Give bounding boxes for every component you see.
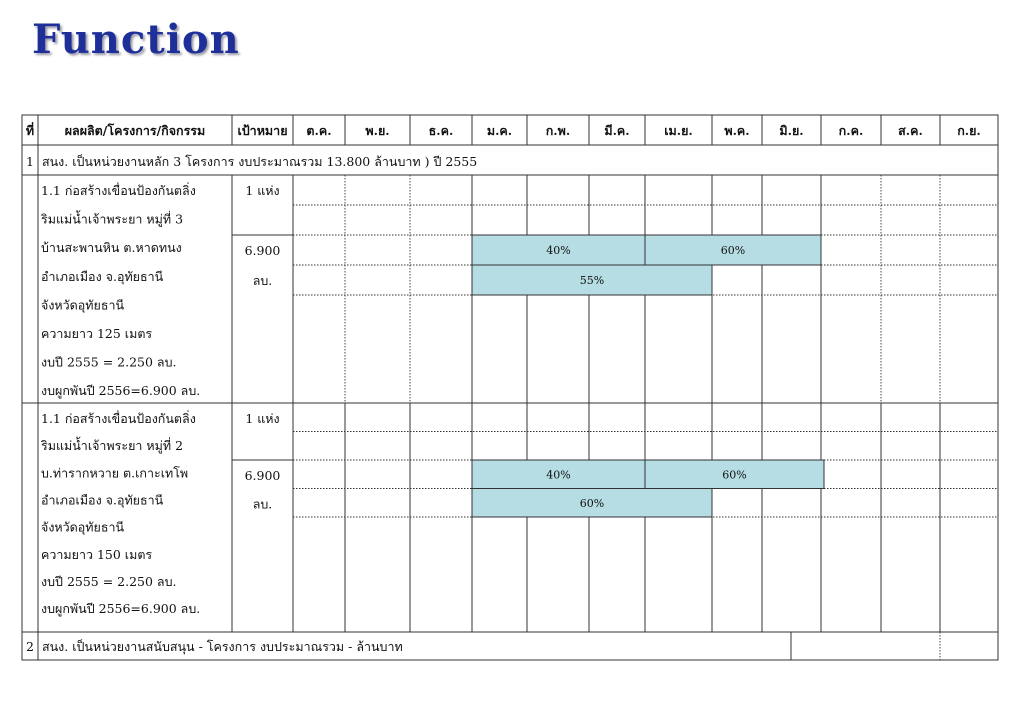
project-line: งบผูกพันปี 2556=6.900 ลบ. [41,601,201,617]
column-header: ที่ [25,123,35,138]
column-header: ม.ค. [486,123,513,138]
project-line: บ.ท่ารากหวาย ต.เกาะเทโพ [41,465,189,481]
bar-percent-label: 40% [546,468,571,482]
project-line: 1.1 ก่อสร้างเขื่อนป้องกันตลิ่ง [41,183,196,198]
column-header: ส.ค. [898,123,923,138]
section-title: สนง. เป็นหน่วยงานหลัก 3 โครงการ งบประมาณรวม 13.800 ล้านบาท ) ปี 2555 [42,154,478,169]
target-quantity: 1 แห่ง [245,411,280,426]
section-title: สนง. เป็นหน่วยงานสนับสนุน - โครงการ งบประมาณรวม - ล้านบาท [42,639,403,654]
project-line: ริมแม่น้ำเจ้าพระยา หมู่ที่ 2 [41,438,184,454]
bar-percent-label: 60% [722,468,747,482]
column-header: ต.ค. [306,123,332,138]
project-line: อำเภอเมือง จ.อุทัยธานี [41,492,164,508]
target-unit: ลบ. [252,496,273,512]
project-line: ความยาว 150 เมตร [41,546,153,562]
section-number: 2 [26,639,34,654]
column-header: มี.ค. [604,123,630,138]
project-line: จังหวัดอุทัยธานี [41,297,125,313]
page-title: Function [32,16,240,63]
column-header: เป้าหมาย [237,123,288,138]
project-line: งบผูกพันปี 2556=6.900 ลบ. [41,383,201,399]
bar-percent-label: 60% [579,496,605,510]
column-header: ก.พ. [545,123,571,138]
bar-percent-label: 55% [579,274,605,287]
target-budget: 6.900 [244,243,281,258]
bar-percent-label: 40% [546,244,571,257]
project-line: จังหวัดอุทัยธานี [41,519,125,535]
project-line: บ้านสะพานหิน ต.หาดทนง [41,240,182,256]
project-line: อำเภอเมือง จ.อุทัยธานี [41,268,164,284]
project-line: 1.1 ก่อสร้างเขื่อนป้องกันตลิ่ง [41,411,196,426]
column-header: ธ.ค. [428,123,454,138]
column-header: พ.ค. [724,123,750,138]
column-header: พ.ย. [365,123,390,138]
target-budget: 6.900 [244,468,281,483]
bar-percent-label: 60% [720,244,746,257]
target-quantity: 1 แห่ง [245,183,280,198]
section-number: 1 [26,154,34,169]
project-line: งบปี 2555 = 2.250 ลบ. [41,573,177,589]
column-header: ก.ย. [957,123,981,138]
project-line: ความยาว 125 เมตร [41,325,153,341]
column-header: มิ.ย. [779,123,804,138]
column-header: ก.ค. [838,123,864,138]
column-header: ผลผลิต/โครงการ/กิจกรรม [64,123,206,138]
column-header: เม.ย. [664,123,693,138]
project-line: งบปี 2555 = 2.250 ลบ. [41,354,177,370]
target-unit: ลบ. [252,273,273,288]
project-line: ริมแม่น้ำเจ้าพระยา หมู่ที่ 3 [41,211,184,227]
